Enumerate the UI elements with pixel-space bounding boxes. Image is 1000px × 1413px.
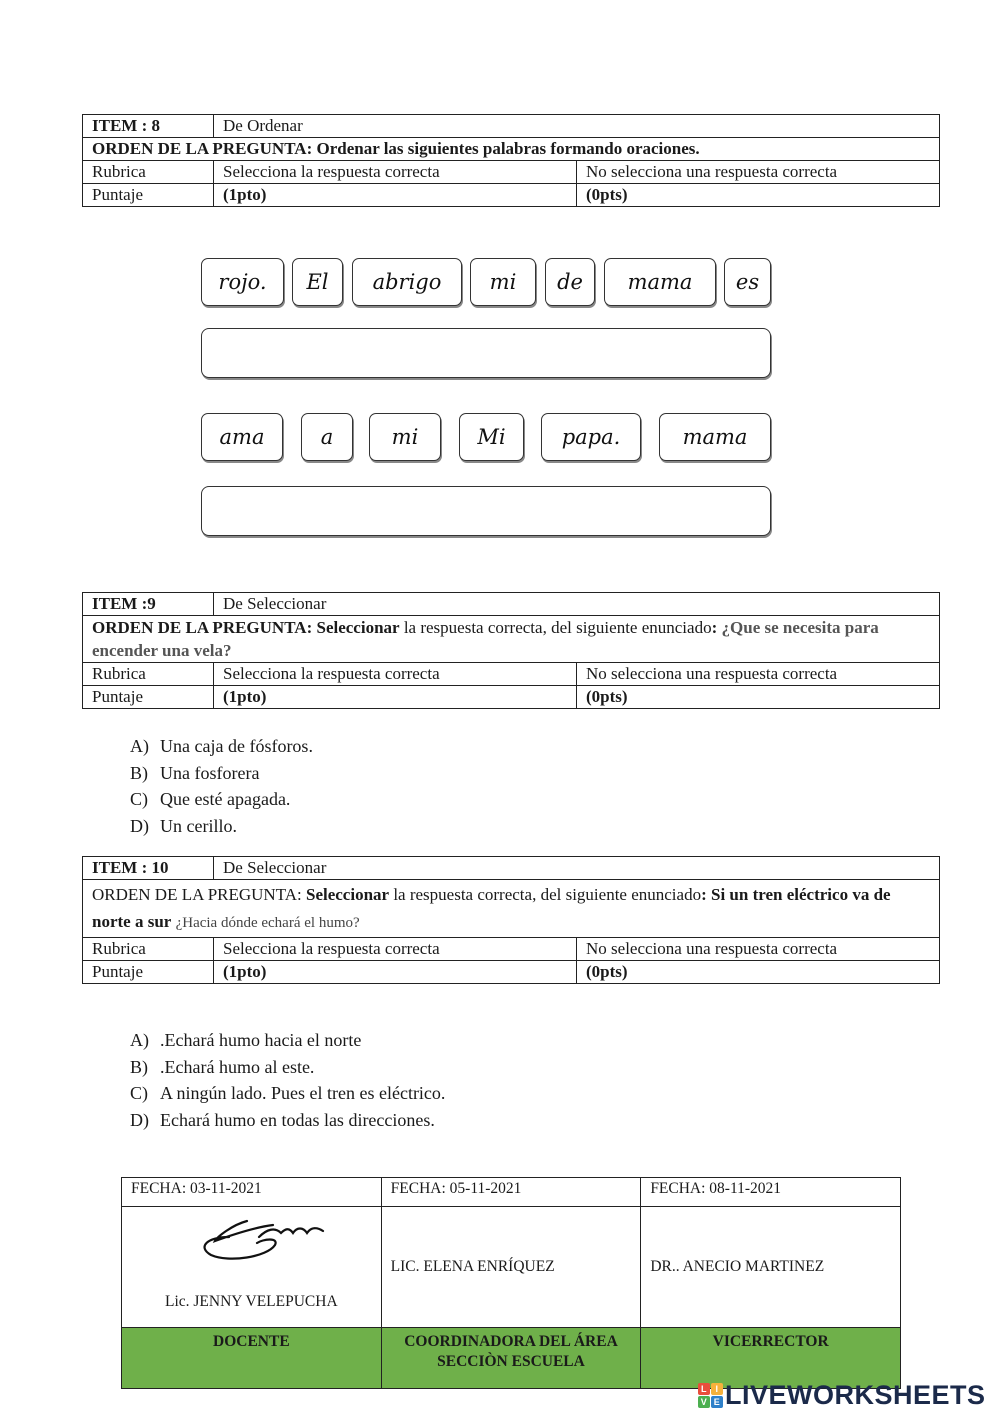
item-type: De Seleccionar [214,593,940,616]
word-tile[interactable]: mama [659,413,771,461]
option-a[interactable]: A) .Echará humo hacia el norte [130,1030,362,1050]
signer-1: Lic. JENNY VELEPUCHA [122,1207,382,1328]
item-label: ITEM : 10 [83,857,214,880]
item10-options [130,1027,445,1134]
item10-table [82,856,940,984]
puntaje-correct: (1pto) [214,184,577,207]
rubrica-label: Rubrica [83,161,214,184]
word-tile[interactable]: a [301,413,353,461]
puntaje-label: Puntaje [83,686,214,709]
puntaje-label: Puntaje [83,184,214,207]
question-order: ORDEN DE LA PREGUNTA: Ordenar las siguientes palabras formando oraciones. [83,138,940,161]
liveworksheets-logo [698,1380,986,1410]
signer-3: DR.. ANECIO MARTINEZ [641,1207,901,1328]
item-type: De Seleccionar [214,857,940,880]
question-text: ¿Que se necesita para encender una vela? [92,618,879,660]
brand-name: LIVEWORKSHEETS [725,1379,986,1410]
word-tile[interactable]: mi [470,258,536,306]
option-d[interactable]: D) Un cerillo. [130,816,237,837]
word-tile[interactable]: de [545,258,595,306]
rubrica-label: Rubrica [83,663,214,686]
rubrica-correct: Selecciona la respuesta correcta [214,938,577,961]
option-c[interactable]: C) A ningún lado. Pues el tren es eléctrico. [130,1083,446,1104]
puntaje-correct: (1pto) [214,961,577,984]
item-label: ITEM :9 [83,593,214,616]
puntaje-incorrect: (0pts) [577,961,940,984]
role-1: DOCENTE [122,1328,382,1389]
question-order: ORDEN DE LA PREGUNTA: Seleccionar la respuesta correcta, del siguiente enunciado: Si un tren eléctrico va de norte a sur ¿Hacia dónde echará el humo? [83,880,940,938]
date-3: FECHA: 08-11-2021 [641,1178,901,1207]
puntaje-incorrect: (0pts) [577,184,940,207]
puntaje-label: Puntaje [83,961,214,984]
word-tile[interactable]: rojo. [201,258,284,306]
option-a[interactable]: A) Una caja de fósforos. [130,736,313,756]
item9-table [82,592,940,709]
signer-2: LIC. ELENA ENRÍQUEZ [381,1207,641,1328]
word-tile[interactable]: Mi [459,413,524,461]
signature-table [121,1177,901,1389]
option-b[interactable]: B) .Echará humo al este. [130,1056,315,1077]
puntaje-incorrect: (0pts) [577,686,940,709]
date-1: FECHA: 03-11-2021 [122,1178,382,1207]
item-label: ITEM : 8 [83,115,214,138]
rubrica-incorrect: No selecciona una respuesta correcta [577,161,940,184]
answer-box-2[interactable] [201,486,771,536]
rubrica-correct: Selecciona la respuesta correcta [214,161,577,184]
rubrica-incorrect: No selecciona una respuesta correcta [577,938,940,961]
rubrica-correct: Selecciona la respuesta correcta [214,663,577,686]
question-text: ¿Hacia dónde echará el humo? [175,915,360,931]
option-d[interactable]: D) Echará humo en todas las direcciones. [130,1110,435,1131]
role-2: COORDINADORA DEL ÁREA SECCIÒN ESCUELA [381,1328,641,1389]
word-tile[interactable]: El [292,258,343,306]
item-type: De Ordenar [214,115,940,138]
answer-box-1[interactable] [201,328,771,378]
option-c[interactable]: C) Que esté apagada. [130,789,291,810]
word-tile[interactable]: es [724,258,771,306]
signature-icon [177,1211,337,1271]
item8-table [82,114,940,207]
role-3: VICERRECTOR [641,1328,901,1389]
logo-mark-icon: L I V E [698,1383,723,1408]
puntaje-correct: (1pto) [214,686,577,709]
rubrica-incorrect: No selecciona una respuesta correcta [577,663,940,686]
item9-options [130,733,313,840]
word-tile[interactable]: mi [369,413,441,461]
word-tile[interactable]: ama [201,413,283,461]
option-b[interactable]: B) Una fosforera [130,762,260,783]
word-tile[interactable]: mama [604,258,716,306]
date-2: FECHA: 05-11-2021 [381,1178,641,1207]
word-tile[interactable]: papa. [541,413,641,461]
word-tile[interactable]: abrigo [352,258,462,306]
question-order: ORDEN DE LA PREGUNTA: Seleccionar la respuesta correcta, del siguiente enunciado: ¿Que se necesita para encender una vela? [83,616,940,663]
rubrica-label: Rubrica [83,938,214,961]
